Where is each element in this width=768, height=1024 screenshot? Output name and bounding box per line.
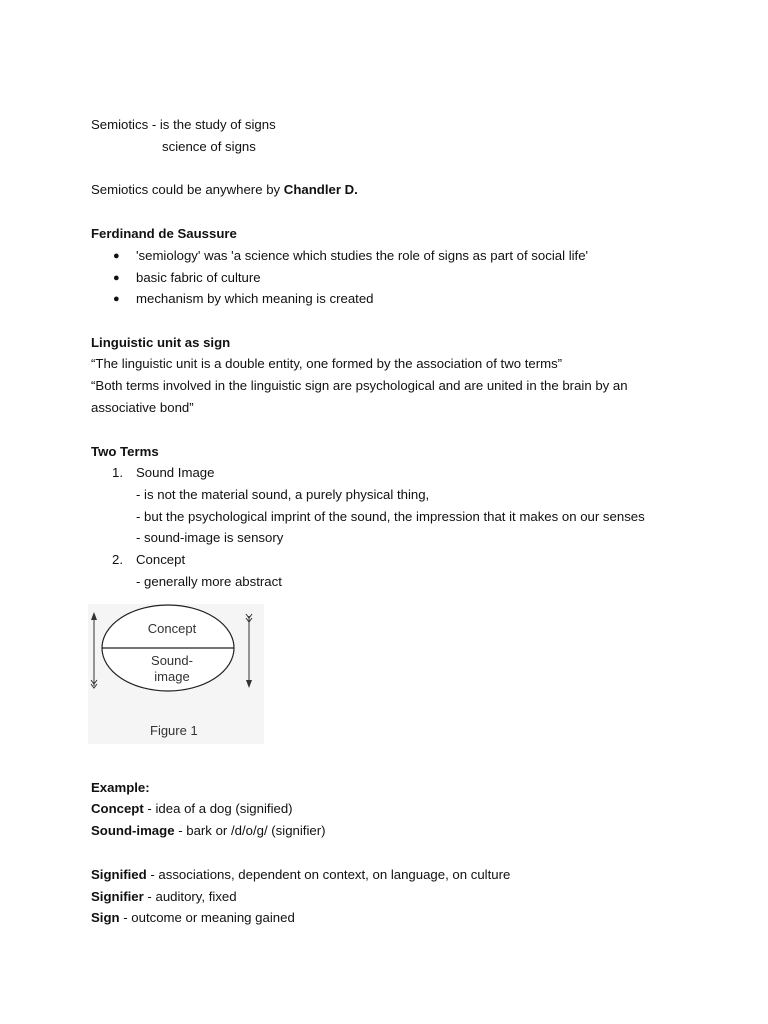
term-1-sub-3: - sound-image is sensory <box>136 530 284 545</box>
sign-term: Sign <box>91 910 120 925</box>
bullet-icon: ● <box>113 293 120 305</box>
semiotics-alt-definition <box>162 139 256 155</box>
signified-line <box>91 867 510 883</box>
chandler-line <box>91 182 358 198</box>
semiotics-definition-text: Semiotics - is the study of signs <box>91 117 276 132</box>
sign-diagram <box>88 604 264 744</box>
chandler-author: Chandler D. <box>283 182 358 197</box>
signifier-term: Signifier <box>91 889 144 904</box>
semiotics-definition <box>91 117 276 133</box>
sound-image-definition: - bark or /d/o/g/ (signifier) <box>174 823 326 838</box>
sign-definition: - outcome or meaning gained <box>119 910 295 925</box>
term-1-sub-2: - but the psychological imprint of the sound, the impression that it makes on our senses <box>136 509 645 524</box>
signifier-line <box>91 889 237 905</box>
term-1-sub-1: - is not the material sound, a purely physical thing, <box>136 487 430 502</box>
bullet-text: mechanism by which meaning is created <box>136 291 374 306</box>
bullet-icon: ● <box>113 250 120 262</box>
term-2-sub-1: - generally more abstract <box>136 574 282 589</box>
two-terms-heading: Two Terms <box>91 444 159 459</box>
concept-label: Concept <box>147 621 197 636</box>
sound-image-term: Sound-image <box>91 823 175 838</box>
semiotics-alt-definition-text: science of signs <box>162 139 256 154</box>
bullet-text: basic fabric of culture <box>136 270 261 285</box>
sign-line <box>91 910 295 926</box>
down-arrow-head-icon <box>246 680 252 688</box>
figure-caption: Figure 1 <box>150 723 198 738</box>
sign-diagram-figure <box>88 604 264 744</box>
bullet-icon: ● <box>113 272 120 284</box>
signifier-definition: - auditory, fixed <box>143 889 237 904</box>
linguistic-quote-2a: “Both terms involved in the linguistic sign are psychological and are united in the brain by an <box>91 378 628 393</box>
sound-label-2: image <box>154 669 190 684</box>
term-label: Sound Image <box>136 465 215 480</box>
concept-term: Concept <box>91 801 144 816</box>
term-number: 2. <box>112 552 123 567</box>
example-concept <box>91 801 293 817</box>
linguistic-heading: Linguistic unit as sign <box>91 335 231 350</box>
linguistic-quote-1: “The linguistic unit is a double entity, one formed by the association of two terms” <box>91 356 563 371</box>
term-number: 1. <box>112 465 123 480</box>
term-label: Concept <box>136 552 186 567</box>
chandler-line-text: Semiotics could be anywhere by <box>91 182 284 197</box>
up-arrow-head-icon <box>91 612 97 620</box>
concept-definition: - idea of a dog (signified) <box>143 801 293 816</box>
saussure-heading: Ferdinand de Saussure <box>91 226 237 241</box>
linguistic-quote-2b: associative bond” <box>91 400 194 415</box>
bullet-text: 'semiology' was 'a science which studies the role of signs as part of social life' <box>136 248 589 263</box>
example-sound-image <box>91 823 326 839</box>
example-heading: Example: <box>91 780 150 795</box>
signified-term: Signified <box>91 867 147 882</box>
sound-label-1: Sound- <box>151 653 193 668</box>
signified-definition: - associations, dependent on context, on language, on culture <box>146 867 511 882</box>
